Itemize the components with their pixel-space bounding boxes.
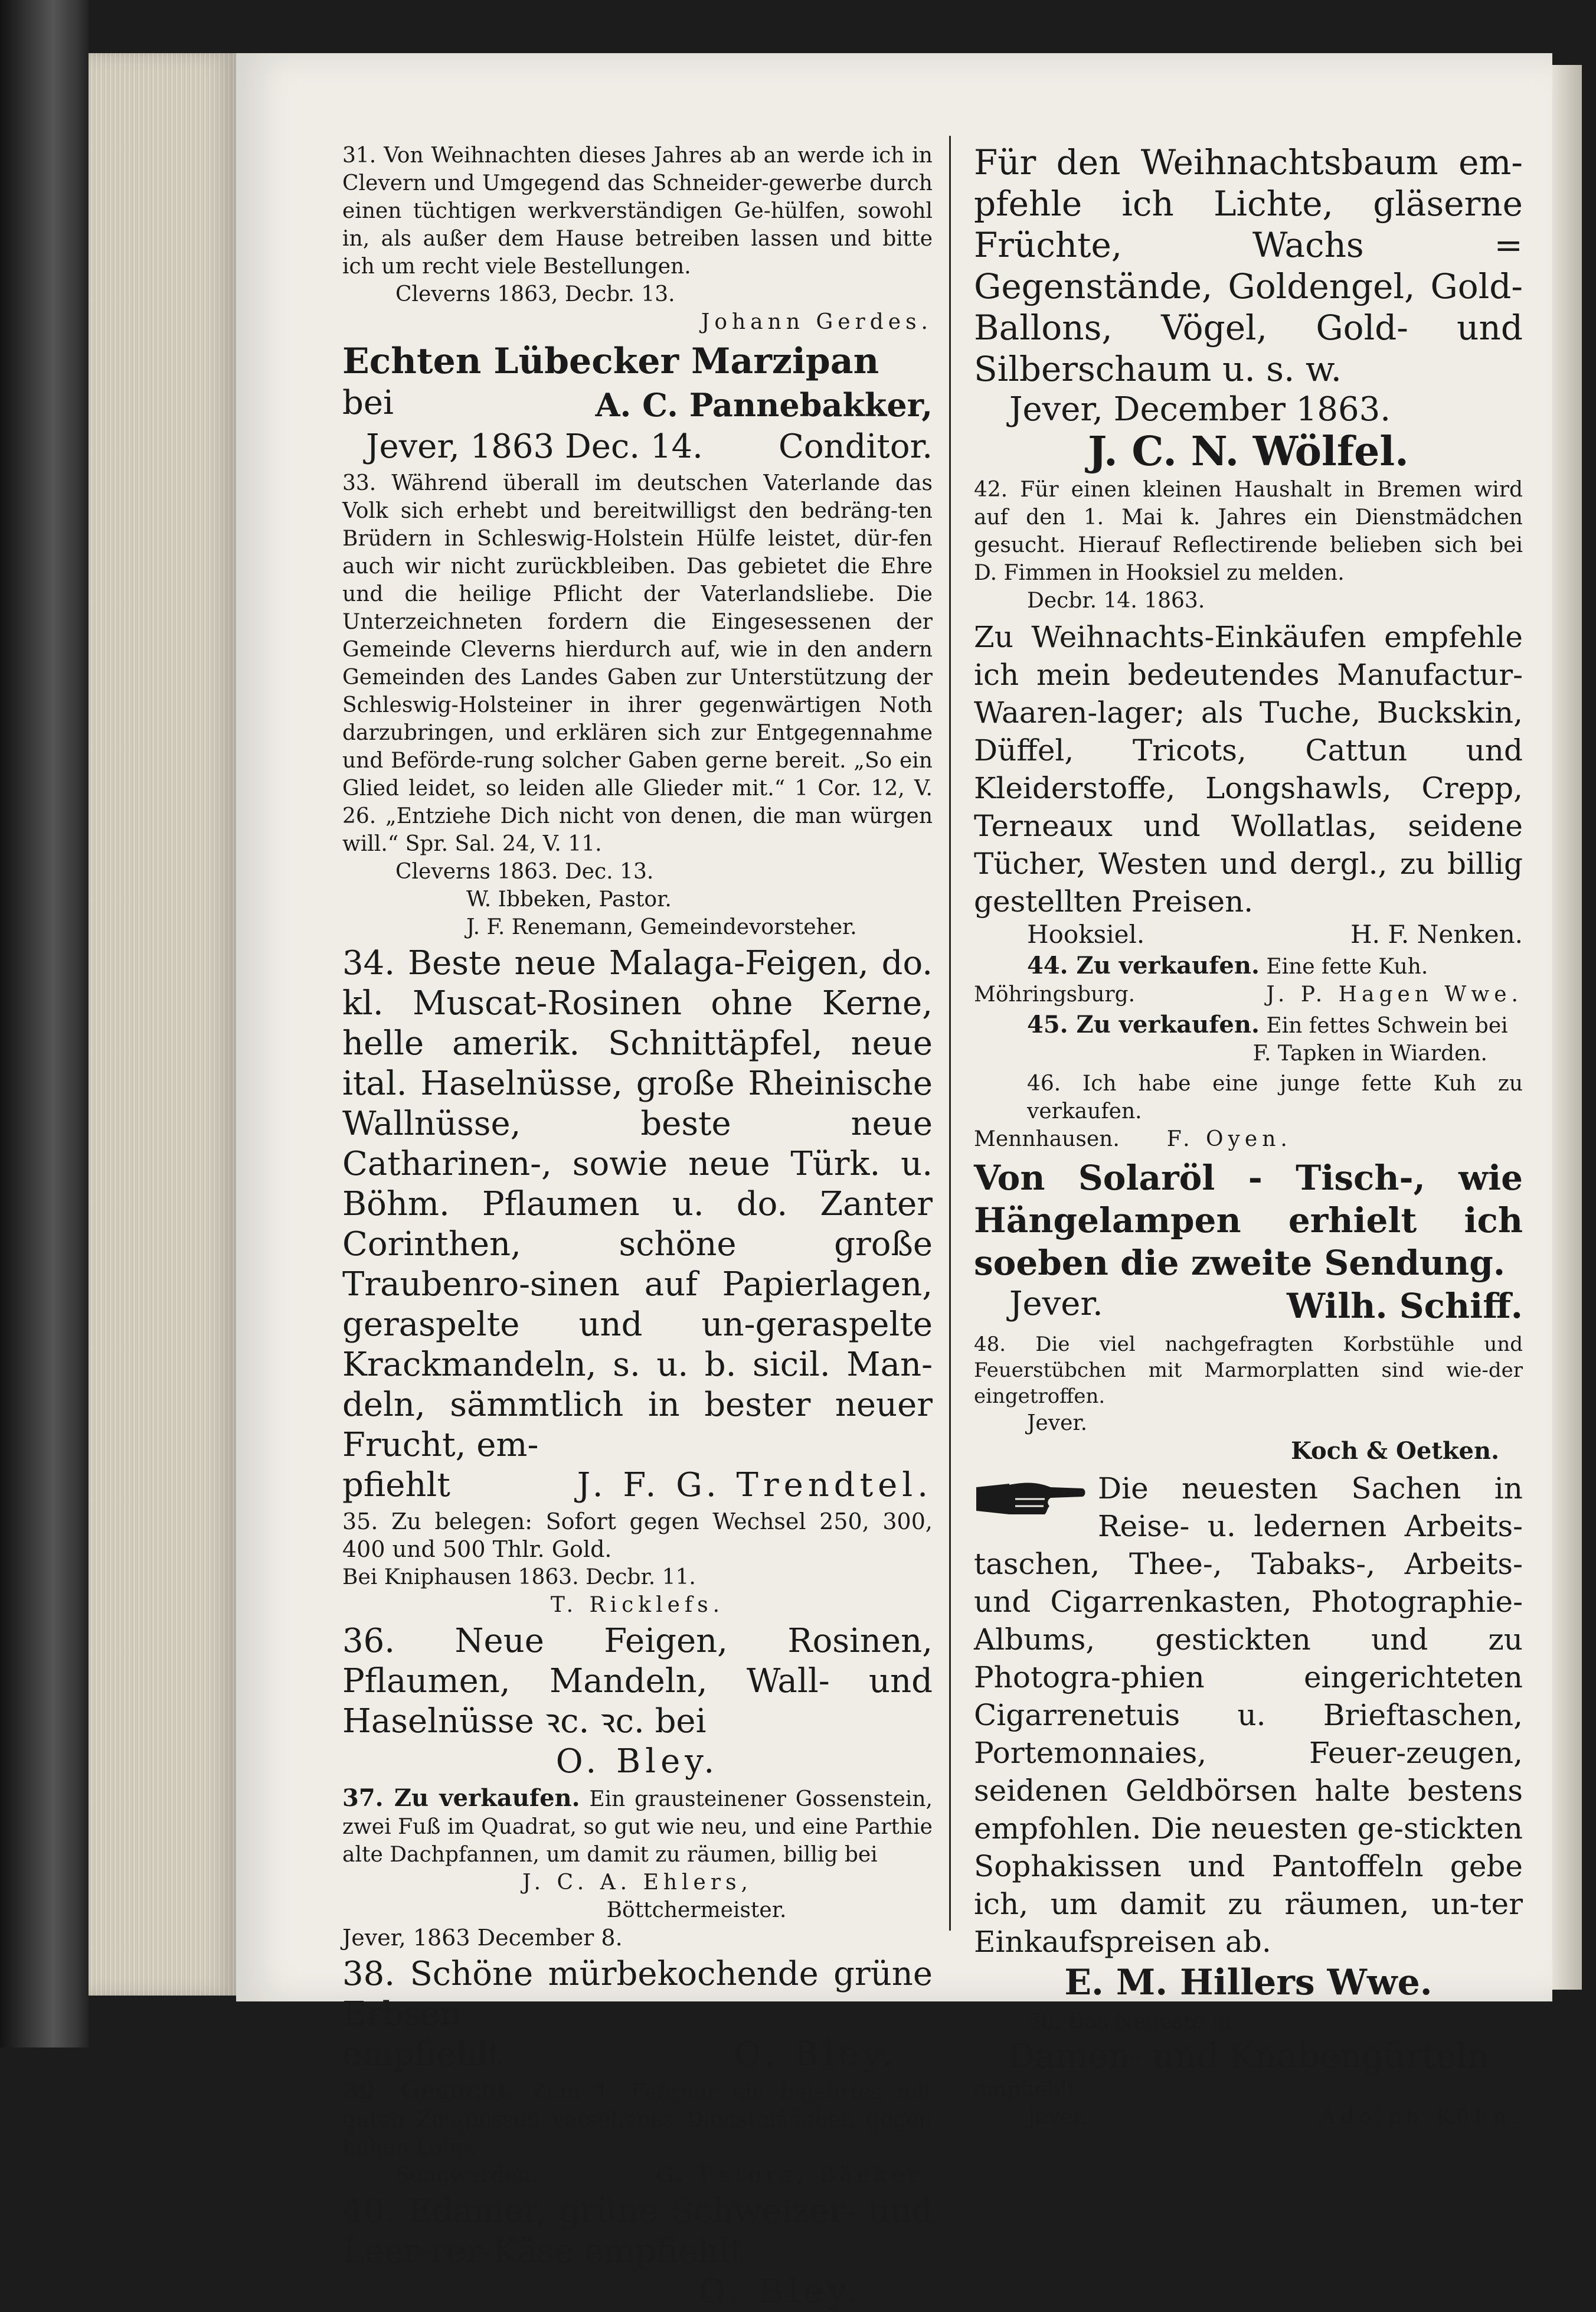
ad-45-label: 45. Zu verkaufen. [1027, 1011, 1260, 1039]
ad-50-headline: Damen- und Knabengürteln [1008, 2036, 1489, 2076]
ad-46-sig-row [974, 1125, 1523, 1153]
ad-33-sig1: W. Ibbeken, Pastor. [466, 887, 672, 912]
ad-34-text: 34. Beste neue Malaga-Feigen, do. kl. Muscat-Rosinen ohne Kerne, helle amerik. Schnittäpfel, neue ital. Haselnüsse, große Rheinische Wallnüsse, beste neue Catharinen-, sowie neue Türk. u. Böhm. Pflaumen u. do. Zanter Corinthen, schöne große Traubenro-sinen auf Papierlagen, geraspelte und un-geraspelte Krackmandeln, s. u. b. sicil. Man-deln, sämmtlich in bester neuer Frucht, em- [342, 944, 933, 1464]
ad-49-signature: E. M. Hillers Wwe. [1064, 1962, 1433, 2003]
ad-37-date: Jever, 1863 December 8. [342, 1925, 623, 1951]
ad-44-place: Möhringsburg. [974, 982, 1136, 1007]
ad-33 [342, 469, 933, 941]
pointing-hand-icon [974, 1475, 1086, 1523]
ad-47-text: Von Solaröl - Tisch-, wie Hängelampen erhielt ich soeben die zweite Sendung. [974, 1158, 1523, 1283]
ad-32-headline: Echten Lübecker Marzipan [342, 341, 879, 382]
ad-49-text: Die neuesten Sachen in Reise- u. ledernen Arbeits-taschen, Thee-, Tabaks-, Arbeits- und Cigarrenkasten, Photographie-Albums, gestickten und zu Photogra-phien eingerichteten Cigarrenetuis u. Brieftaschen, Portemonnaies, Feuer-zeugen, seidenen Geldbörsen halte bestens empfohlen. Die neuesten ge-stickten Sophakissen und Pantoffeln gebe ich, um damit zu räumen, un-ter Einkaufspreisen ab. [974, 1471, 1523, 1959]
ad-48-text: 48. Die viel nachgefragten Korbstühle und Feuerstübchen mit Marmorplatten sind wie-der eingetroffen. [974, 1333, 1523, 1408]
ad-44-sig-row [974, 981, 1523, 1008]
ad-38-last: empfiehlt [342, 2035, 502, 2073]
ad-47-sig-row [974, 1284, 1523, 1328]
ad-48-place: Jever. [1027, 1411, 1088, 1435]
ad-45-text: Ein fettes Schwein bei [1266, 1014, 1508, 1038]
ad-40-signature: O. Bley. [698, 2272, 862, 2311]
ad-41-text: Für den Weihnachtsbaum em-pfehle ich Lichte, gläserne Früchte, Wachs = Gegenstände, Goldengel, Gold-Ballons, Vögel, Gold- und Silberschaum u. s. w. [974, 142, 1523, 389]
ad-39-sig-row [342, 2161, 933, 2189]
ad-34-sig-row [342, 1465, 933, 1506]
ad-35-signature: T. Ricklefs. [550, 1593, 725, 1617]
ad-41-signature: J. C. N. Wölfel. [1088, 428, 1409, 475]
ad-43-signature: H. F. Nenken. [1350, 920, 1523, 949]
ad-45-signature: F. Tapken in Wiarden. [1252, 1041, 1487, 1066]
ad-47 [974, 1157, 1523, 1328]
ad-32 [342, 339, 933, 467]
ad-44-text: Eine fette Kuh. [1266, 955, 1428, 979]
ad-31-date: Cleverns 1863, Decbr. 13. [395, 282, 675, 306]
ad-35 [342, 1508, 933, 1619]
ad-44-label: 44. Zu verkaufen. [1027, 952, 1260, 979]
ad-37-text: Ein grausteinener Gossenstein, zwei Fuß im Quadrat, so gut wie neu, und eine Parthie alte Dachpfannen, um damit zu räumen, billig bei [342, 1787, 933, 1867]
ad-43-place: Hooksiel. [1027, 920, 1145, 949]
ad-31-text: 31. Von Weihnachten dieses Jahres ab an werde ich in Clevern und Umgegend das Schneider-gewerbe durch einen tüchtigen werkverständigen Ge-hülfen, sowohl in, als außer dem Hause betreiben lassen und bitte ich um recht viele Bestellungen. [342, 143, 933, 279]
ad-46-place: Mennhausen. [974, 1127, 1120, 1151]
ad-32-seller: A. C. Pannebakker, [595, 386, 933, 424]
ad-32-seller-row [342, 383, 933, 427]
ad-33-sig2: J. F. Renemann, Gemeindevorsteher. [466, 915, 857, 939]
ad-38-sig-row [342, 2035, 933, 2075]
ad-35-date: Bei Kniphausen 1863. Decbr. 11. [342, 1565, 696, 1589]
ad-44-signature: J. P. Hagen Wwe. [1266, 982, 1523, 1007]
ad-48 [974, 1331, 1523, 1465]
ad-39-label: 39. Gesucht. [342, 2077, 516, 2105]
ad-50-place: Jever. [1027, 2105, 1088, 2130]
ad-31 [342, 142, 933, 336]
ad-32-bei: bei [342, 384, 394, 422]
column-divider [949, 136, 951, 1931]
ad-43-sig-row [974, 920, 1523, 948]
ad-50-last: empfiehlt [974, 2078, 1076, 2102]
ad-41-place-date: Jever, December 1863. [1009, 390, 1391, 429]
ad-32-place-date: Jever, 1863 Dec. 14. [366, 427, 703, 466]
ad-40 [342, 2192, 933, 2312]
ad-38-text: 38. Schöne mürbekochende grüne Erbsen [342, 1955, 933, 2033]
ad-45 [974, 1011, 1523, 1067]
ad-34 [342, 943, 933, 1506]
ad-31-signature: Johann Gerdes. [701, 310, 933, 334]
ad-48-signature: Koch & Oetken. [1291, 1437, 1499, 1465]
ad-37-sig2: Böttchermeister. [606, 1898, 787, 1922]
newspaper-page [236, 53, 1552, 2311]
ad-42-date: Decbr. 14. 1863. [1027, 589, 1205, 613]
ad-38 [342, 1954, 933, 2075]
book-spine [0, 0, 89, 2048]
ad-36-signature: O. Bley. [555, 1742, 719, 1781]
left-column [342, 142, 933, 2312]
ad-47-signature: Wilh. Schiff. [1287, 1286, 1523, 1326]
ad-33-text: 33. Während überall im deutschen Vaterlande das Volk sich erhebt und bereitwilligst den bedräng-ten Brüdern in Schleswig-Holstein Hülfe leistet, dür-fen auch wir nicht zurückbleiben. Das gebietet die Ehre und die heilige Pflicht der Vaterlandsliebe. Die Unterzeichneten fordern die Eingesessenen der Gemeinde Cleverns hierdurch auf, wie in den andern Gemeinden des Landes Gaben zur Unterstützung der Schleswig-Holsteiner in ihrer gegenwärtigen Noth darzubringen, und erklären sich zur Entgegennahme und Beförde-rung solcher Gaben gerne bereit. „So ein Glied leidet, so leiden alle Glieder mit.“ 1 Cor. 12, V. 26. „Entziehe Dich nicht von denen, die man würgen will.“ Spr. Sal. 24, V. 11. [342, 471, 933, 856]
ad-50 [974, 2008, 1523, 2131]
ad-46-signature: F. Oyen. [1166, 1127, 1292, 1151]
ad-39 [342, 2077, 933, 2189]
ad-44 [974, 952, 1523, 1008]
ad-36 [342, 1621, 933, 1782]
ad-33-date: Cleverns 1863. Dec. 13. [395, 860, 654, 884]
ad-39-signature: G. Peters, Bäcker. [656, 2163, 933, 2187]
ad-43 [974, 618, 1523, 948]
ad-43-text: Zu Weihnachts-Einkäufen empfehle ich mein bedeutendes Manufactur-Waaren-lager; als Tuche, Buckskin, Düffel, Tricots, Cattun und Kleiderstoffe, Longshawls, Crepp, Terneaux und Wollatlas, seidene Tücher, Westen und dergl., zu billig gestellten Preisen. [974, 620, 1523, 919]
ad-46 [974, 1070, 1523, 1153]
ad-50-signature: Adolph Kühn. [1320, 2105, 1523, 2130]
ad-37-sig1: J. C. A. Ehlers, [522, 1870, 753, 1895]
ad-50-sig-row [974, 2104, 1523, 2131]
ad-42 [974, 476, 1523, 615]
ad-42-text: 42. Für einen kleinen Haushalt in Bremen wird auf den 1. Mai k. Jahres ein Dienstmädchen gesucht. Hierauf Reflectirende belieben sich bei D. Fimmen in Hooksiel zu melden. [974, 478, 1523, 585]
ad-50-intro: 50. Das Neueste in [1027, 2010, 1232, 2034]
ad-32-place-row [342, 427, 933, 467]
ad-32-role: Conditor. [778, 427, 933, 466]
ad-36-text: 36. Neue Feigen, Rosinen, Pflaumen, Mandeln, Wall- und Haselnüsse ꝛc. ꝛc. bei [342, 1622, 933, 1740]
ad-41 [974, 142, 1523, 473]
ad-38-signature: O. Bley. [734, 2035, 897, 2073]
ad-37-label: 37. Zu verkaufen. [342, 1784, 580, 1812]
ad-46-text: 46. Ich habe eine junge fette Kuh zu verkaufen. [1027, 1072, 1523, 1124]
ad-39-text: Zum 1. Februar ein bejahrtes mit guten Zeugnissen versehenes Dienstmädchen gegen hohen Lohn. [342, 2080, 933, 2160]
ad-49 [974, 1470, 1523, 2004]
page-right-edge [1552, 65, 1582, 1990]
ad-35-text: 35. Zu belegen: Sofort gegen Wechsel 250, 300, 400 und 500 Thlr. Gold. [342, 1508, 933, 1562]
right-column [974, 142, 1523, 2131]
ad-40-text: 40. Edamer, grüne Schweizer- und Leer-rer-Käse empfiehlt [342, 2192, 933, 2271]
page-edges [89, 53, 236, 1996]
ad-39-place: Sengwarden. [395, 2163, 538, 2187]
ad-34-signature: J. F. G. Trendtel. [577, 1466, 933, 1504]
ad-47-place: Jever. [1009, 1285, 1103, 1323]
ad-34-last: pfiehlt [342, 1466, 450, 1504]
ad-37 [342, 1784, 933, 1952]
